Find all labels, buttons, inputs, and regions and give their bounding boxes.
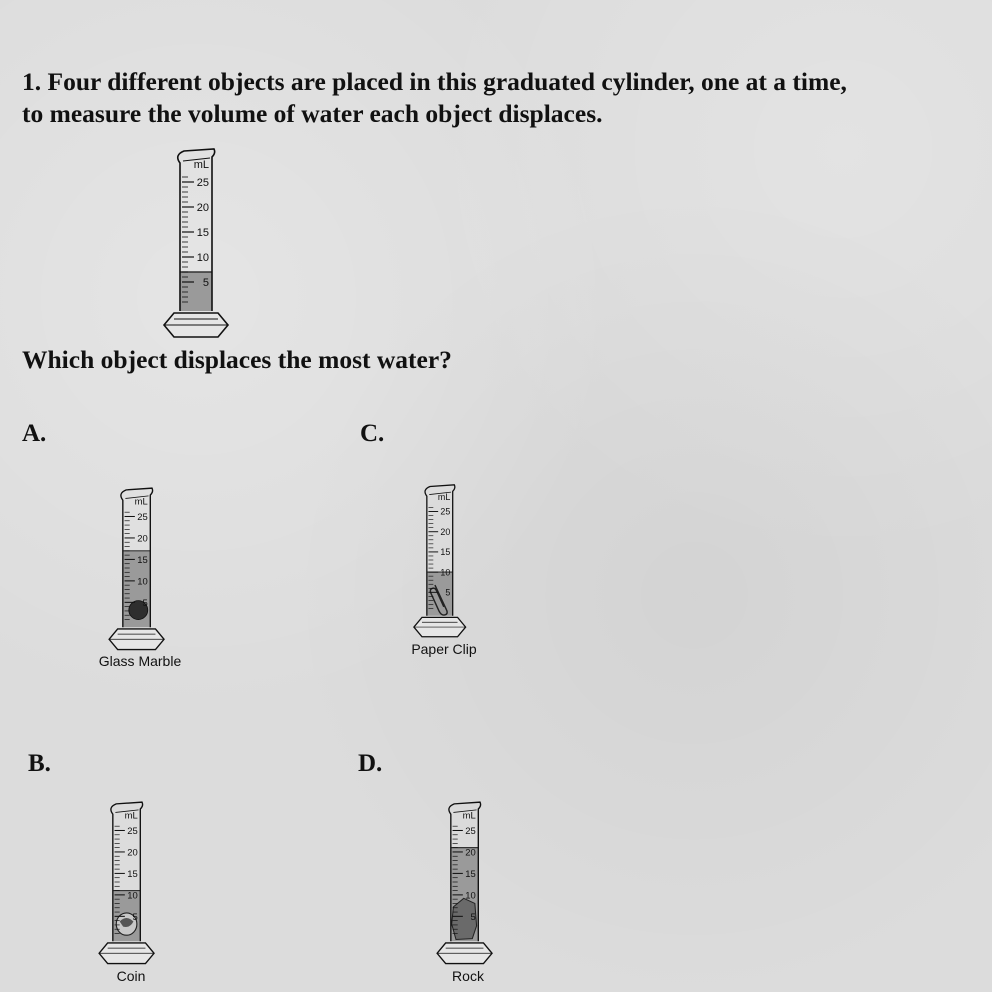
question-number: 1.: [22, 67, 42, 96]
scale-label: 20: [465, 847, 476, 859]
scale-label: 15: [127, 868, 138, 880]
scale-label: 25: [127, 825, 138, 837]
scale-label: 25: [465, 825, 476, 837]
choice-d-letter: D.: [358, 750, 383, 777]
unit-label: mL: [437, 492, 451, 503]
scale-label: 10: [465, 890, 476, 902]
scale-label: 15: [196, 227, 209, 239]
unit-label: mL: [124, 810, 138, 822]
choice-b-letter: B.: [28, 750, 51, 777]
scale-label: 5: [202, 277, 209, 289]
scale-label: 10: [440, 567, 451, 578]
question-text: [22, 66, 982, 130]
unit-label: mL: [193, 159, 209, 171]
choice-c-letter: C.: [360, 420, 385, 447]
choice-a-caption: Glass Marble: [98, 653, 182, 669]
scale-label: 5: [142, 597, 148, 609]
question-line-2: to measure the volume of water each object displaces.: [22, 99, 603, 128]
choice-a-letter: A.: [22, 420, 47, 447]
question-line-1: Four different objects are placed in this graduated cylinder, one at a time,: [47, 67, 847, 96]
scale-label: 5: [470, 911, 476, 923]
choice-b-cylinder[interactable]: [95, 797, 165, 967]
scale-label: 20: [127, 847, 138, 859]
scale-label: 20: [196, 202, 209, 214]
scale-label: 10: [196, 252, 209, 264]
unit-label: mL: [134, 496, 148, 508]
choice-d-cylinder[interactable]: [433, 797, 503, 967]
scale-label: 20: [440, 526, 451, 537]
choice-c-cylinder[interactable]: [408, 480, 478, 640]
choice-a-cylinder[interactable]: [105, 483, 175, 653]
choice-d-caption: Rock: [452, 968, 484, 984]
question-prompt: Which object displaces the most water?: [22, 345, 452, 374]
scale-label: 25: [196, 177, 209, 189]
scale-label: 15: [465, 868, 476, 880]
reference-graduated-cylinder: [160, 143, 240, 341]
scale-label: 25: [440, 506, 451, 517]
scale-label: 15: [137, 554, 148, 566]
choice-b-caption: Coin: [116, 968, 146, 984]
scale-label: 15: [440, 547, 451, 558]
unit-label: mL: [462, 810, 476, 822]
scale-label: 5: [132, 911, 138, 923]
scale-label: 20: [137, 533, 148, 545]
scale-label: 10: [127, 890, 138, 902]
scale-label: 10: [137, 576, 148, 588]
scale-label: 25: [137, 511, 148, 523]
choice-c-caption: Paper Clip: [411, 641, 477, 657]
scale-label: 5: [445, 587, 451, 598]
